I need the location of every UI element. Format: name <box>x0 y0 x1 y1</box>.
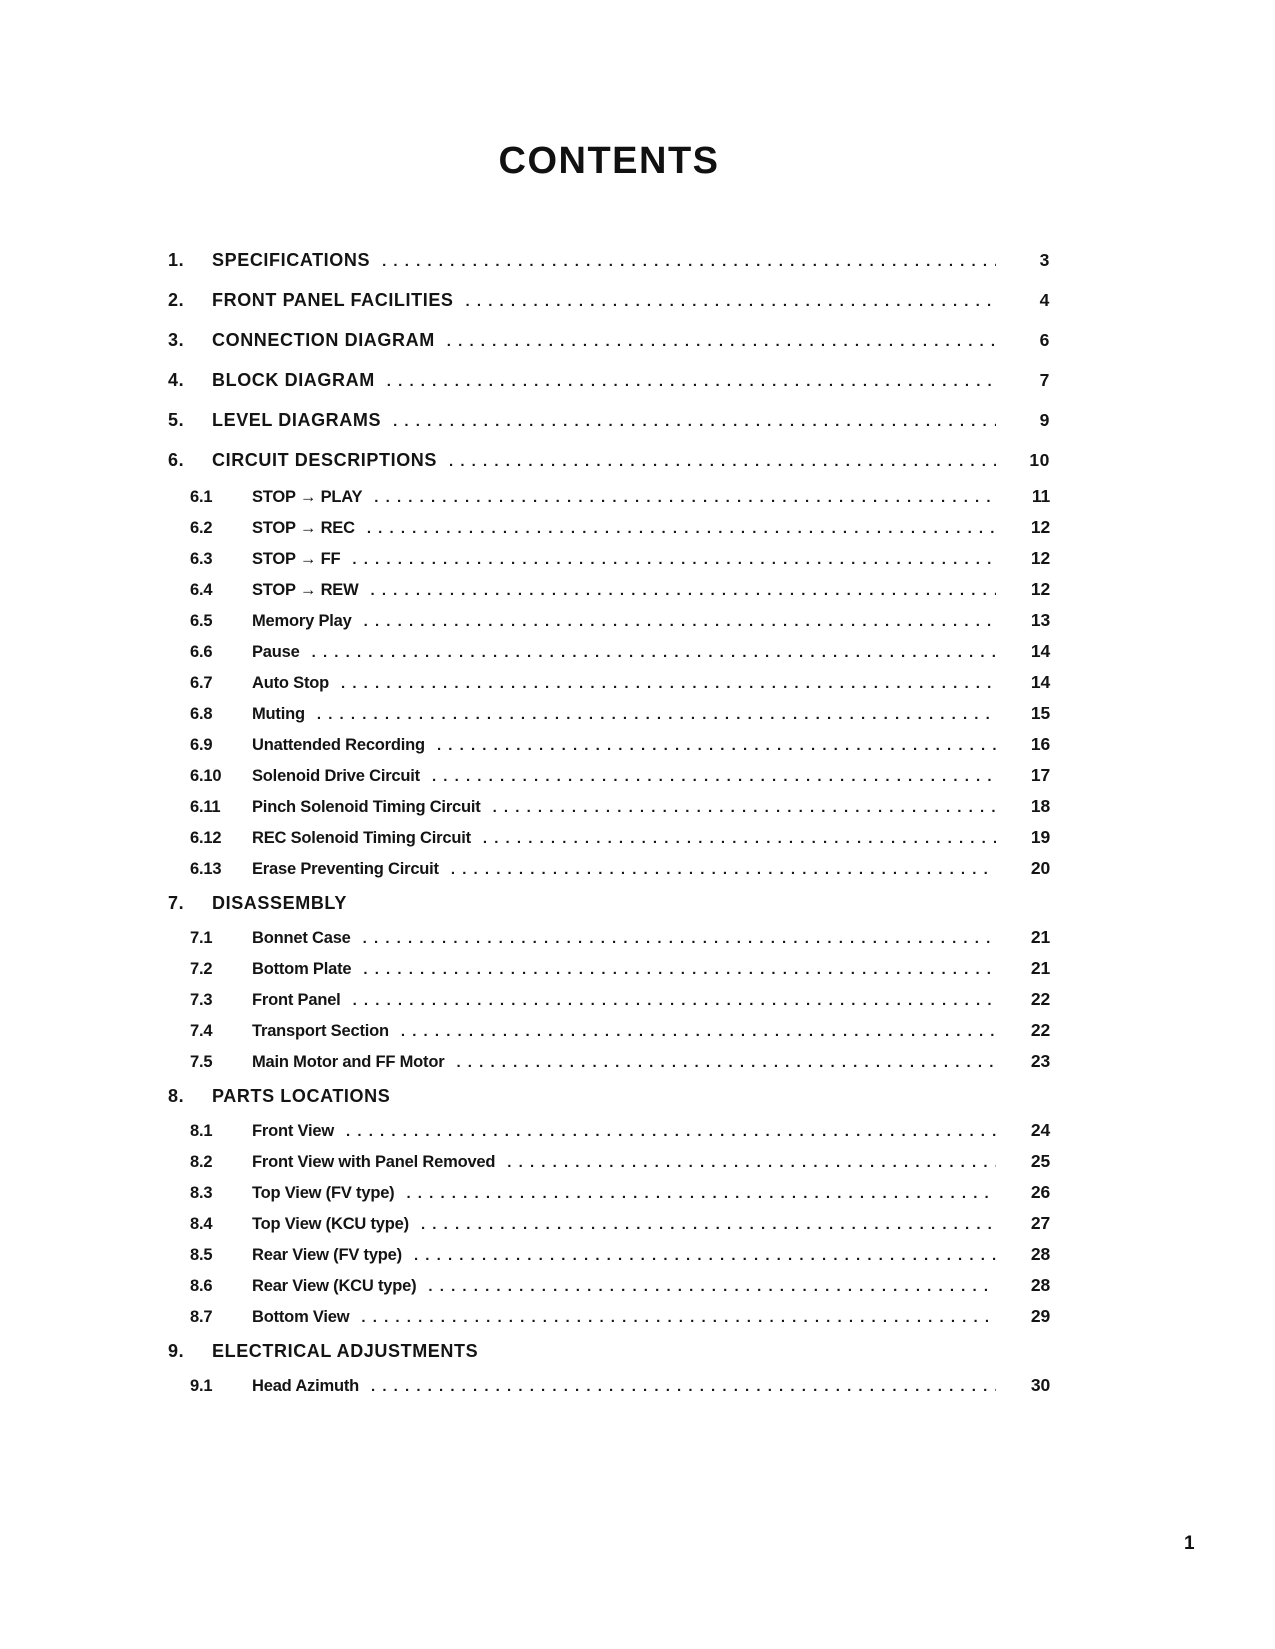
toc-entry <box>168 1085 1050 1107</box>
toc-entry <box>168 579 1050 601</box>
toc-entry-number: 9. <box>168 1341 185 1361</box>
toc-entry-label: Head Azimuth <box>252 1376 359 1395</box>
toc-entry-page: 24 <box>1030 1119 1050 1140</box>
toc-entry <box>168 1244 1050 1266</box>
toc-entry-label: Rear View (FV type) <box>252 1245 402 1264</box>
toc-entry-page: 3 <box>1039 250 1050 270</box>
toc-entry-page: 10 <box>1029 450 1050 470</box>
dot-leader <box>428 1276 996 1297</box>
dot-leader <box>406 1183 996 1204</box>
toc-entry <box>168 369 1050 393</box>
dot-leader <box>466 289 996 313</box>
dot-leader <box>317 704 996 725</box>
toc-entry <box>168 765 1050 787</box>
toc <box>168 140 1050 1401</box>
toc-entry-page: 16 <box>1030 733 1050 754</box>
toc-entry-number: 6.10 <box>190 766 222 785</box>
toc-entry-label: LEVEL DIAGRAMS <box>212 410 382 430</box>
toc-entry <box>168 610 1050 632</box>
dot-leader <box>387 369 996 393</box>
toc-entry-label: Front Panel <box>252 990 341 1009</box>
toc-entry-page: 17 <box>1030 764 1050 785</box>
dot-leader <box>507 1152 996 1173</box>
toc-entry-page: 6 <box>1039 330 1050 350</box>
toc-entry-number: 8.4 <box>190 1214 213 1233</box>
toc-entry-page: 22 <box>1030 988 1050 1009</box>
toc-entry-number: 3. <box>168 330 185 350</box>
toc-entry-number: 8. <box>168 1086 185 1106</box>
toc-entry-number: 7.4 <box>190 1021 213 1040</box>
toc-entry-label: STOP → PLAY <box>252 487 363 506</box>
toc-entry-label: Unattended Recording <box>252 735 425 754</box>
toc-entry-label: Memory Play <box>252 611 352 630</box>
dot-leader <box>374 487 996 508</box>
toc-entry-number: 8.7 <box>190 1307 213 1326</box>
dot-leader <box>363 928 996 949</box>
dot-leader <box>421 1214 996 1235</box>
toc-entry-page: 26 <box>1030 1181 1050 1202</box>
toc-entry-number: 6.8 <box>190 704 213 723</box>
dot-leader <box>312 642 996 663</box>
toc-entry <box>168 827 1050 849</box>
toc-entry-number: 6.4 <box>190 580 213 599</box>
toc-entry-label: BLOCK DIAGRAM <box>212 370 375 390</box>
dot-leader <box>437 735 996 756</box>
toc-entry-number: 6.6 <box>190 642 213 661</box>
toc-entry-number: 6. <box>168 450 185 470</box>
toc-entry-page: 28 <box>1030 1243 1050 1264</box>
toc-entry-page: 21 <box>1030 926 1050 947</box>
dot-leader <box>414 1245 996 1266</box>
toc-entry-page: 25 <box>1030 1150 1050 1171</box>
toc-entry <box>168 1340 1050 1362</box>
toc-entry <box>168 796 1050 818</box>
toc-entry-page: 22 <box>1030 1019 1050 1040</box>
toc-entry-label: Top View (FV type) <box>252 1183 395 1202</box>
dot-leader <box>447 329 996 353</box>
dot-leader <box>346 1121 996 1142</box>
dot-leader <box>363 959 996 980</box>
toc-entry-label: REC Solenoid Timing Circuit <box>252 828 471 847</box>
toc-entry-number: 1. <box>168 250 185 270</box>
toc-entry-label: Rear View (KCU type) <box>252 1276 417 1295</box>
toc-entry <box>168 548 1050 570</box>
toc-entry <box>168 486 1050 508</box>
toc-entry-number: 6.13 <box>190 859 222 878</box>
page-title: CONTENTS <box>498 140 720 182</box>
toc-entry-label: STOP → REC <box>252 518 355 537</box>
toc-entry-number: 7.3 <box>190 990 213 1009</box>
toc-entry-label: Solenoid Drive Circuit <box>252 766 420 785</box>
toc-entry <box>168 892 1050 914</box>
toc-entry <box>168 1182 1050 1204</box>
dot-leader <box>371 1376 996 1397</box>
toc-entry-page: 14 <box>1030 671 1050 692</box>
toc-entry-number: 6.7 <box>190 673 213 692</box>
toc-entry-label: STOP → REW <box>252 580 359 599</box>
toc-entry <box>168 858 1050 880</box>
toc-entry <box>168 1151 1050 1173</box>
toc-entry <box>168 1020 1050 1042</box>
dot-leader <box>393 409 996 433</box>
dot-leader <box>451 859 996 880</box>
toc-entry-label: PARTS LOCATIONS <box>212 1086 391 1106</box>
dot-leader <box>456 1052 996 1073</box>
toc-entry-number: 8.1 <box>190 1121 213 1140</box>
toc-entry-number: 4. <box>168 370 185 390</box>
toc-entry <box>168 672 1050 694</box>
toc-entry-label: Bottom Plate <box>252 959 352 978</box>
toc-entry-page: 28 <box>1030 1274 1050 1295</box>
toc-entry-number: 8.6 <box>190 1276 213 1295</box>
toc-entry-number: 9.1 <box>190 1376 213 1395</box>
toc-entry <box>168 641 1050 663</box>
toc-entry <box>168 409 1050 433</box>
toc-entry-page: 15 <box>1030 702 1050 723</box>
dot-leader <box>432 766 996 787</box>
toc-entry-number: 7.5 <box>190 1052 213 1071</box>
toc-entry-number: 6.11 <box>190 797 221 816</box>
toc-entry-label: Transport Section <box>252 1021 389 1040</box>
dot-leader <box>341 673 996 694</box>
toc-entry-number: 8.2 <box>190 1152 213 1171</box>
toc-entry-label: Bonnet Case <box>252 928 351 947</box>
toc-entry <box>168 734 1050 756</box>
toc-entry <box>168 449 1050 473</box>
dot-leader <box>353 990 996 1011</box>
toc-entry-label: STOP → FF <box>252 549 341 568</box>
toc-entry-number: 8.5 <box>190 1245 213 1264</box>
toc-entry <box>168 958 1050 980</box>
toc-entry-page: 18 <box>1030 795 1050 816</box>
dot-leader <box>493 797 996 818</box>
toc-entry-label: Pinch Solenoid Timing Circuit <box>252 797 481 816</box>
toc-entry-label: FRONT PANEL FACILITIES <box>212 290 454 310</box>
toc-entry-number: 5. <box>168 410 185 430</box>
toc-entry-page: 29 <box>1030 1305 1050 1326</box>
toc-entry-page: 23 <box>1030 1050 1050 1071</box>
toc-entry-label: Top View (KCU type) <box>252 1214 409 1233</box>
toc-entry-label: Auto Stop <box>252 673 330 692</box>
toc-entry <box>168 517 1050 539</box>
dot-leader <box>367 518 996 539</box>
toc-entry-page: 4 <box>1039 290 1050 310</box>
toc-entry-label: Front View with Panel Removed <box>252 1152 496 1171</box>
toc-entry-label: Muting <box>252 704 305 723</box>
toc-entry <box>168 329 1050 353</box>
toc-entry-label: Front View <box>252 1121 335 1140</box>
toc-entry-number: 2. <box>168 290 185 310</box>
toc-entry-number: 6.3 <box>190 549 213 568</box>
toc-entry-page: 7 <box>1039 370 1050 390</box>
toc-entry-page: 21 <box>1030 957 1050 978</box>
toc-entry-page: 11 <box>1031 485 1050 506</box>
toc-entry-number: 7.2 <box>190 959 213 978</box>
toc-entry-page: 27 <box>1030 1212 1050 1233</box>
toc-entry-label: DISASSEMBLY <box>212 893 347 913</box>
dot-leader <box>371 580 997 601</box>
toc-entry-number: 8.3 <box>190 1183 213 1202</box>
dot-leader <box>382 249 996 273</box>
toc-entry <box>168 1306 1050 1328</box>
toc-entry-number: 6.9 <box>190 735 213 754</box>
toc-entry <box>168 249 1050 273</box>
toc-entry <box>168 1120 1050 1142</box>
toc-entry-page: 9 <box>1039 410 1050 430</box>
toc-entry-label: CIRCUIT DESCRIPTIONS <box>212 450 438 470</box>
toc-entry-number: 6.5 <box>190 611 213 630</box>
toc-entry-label: Erase Preventing Circuit <box>252 859 439 878</box>
dot-leader <box>352 549 996 570</box>
toc-entry <box>168 289 1050 313</box>
toc-entry <box>168 1275 1050 1297</box>
dot-leader <box>449 449 996 473</box>
toc-entry-label: Main Motor and FF Motor <box>252 1052 445 1071</box>
dot-leader <box>361 1307 996 1328</box>
toc-entry-label: Bottom View <box>252 1307 350 1326</box>
toc-entry-page: 12 <box>1030 547 1050 568</box>
toc-entry <box>168 1375 1050 1397</box>
toc-entry-label: Pause <box>252 642 300 661</box>
toc-entry <box>168 1051 1050 1073</box>
dot-leader <box>364 611 996 632</box>
dot-leader <box>483 828 996 849</box>
footer-page-number: 1 <box>1184 1533 1195 1554</box>
toc-entry-number: 6.1 <box>190 487 213 506</box>
dot-leader <box>401 1021 996 1042</box>
toc-entry-number: 7. <box>168 893 185 913</box>
toc-entry <box>168 927 1050 949</box>
toc-entry <box>168 703 1050 725</box>
toc-entry-page: 13 <box>1030 609 1050 630</box>
toc-entry-label: CONNECTION DIAGRAM <box>212 330 435 350</box>
toc-entry-page: 20 <box>1030 857 1050 878</box>
toc-entry-page: 12 <box>1030 516 1050 537</box>
toc-entry-page: 19 <box>1030 826 1050 847</box>
toc-entry <box>168 989 1050 1011</box>
toc-entry-number: 6.2 <box>190 518 213 537</box>
toc-entry-number: 6.12 <box>190 828 222 847</box>
toc-entry-page: 30 <box>1030 1374 1050 1395</box>
toc-entry <box>168 1213 1050 1235</box>
toc-entry-number: 7.1 <box>190 928 213 947</box>
toc-entry-page: 12 <box>1030 578 1050 599</box>
toc-entry-label: ELECTRICAL ADJUSTMENTS <box>212 1341 479 1361</box>
toc-entry-label: SPECIFICATIONS <box>212 250 371 270</box>
toc-entry-page: 14 <box>1030 640 1050 661</box>
